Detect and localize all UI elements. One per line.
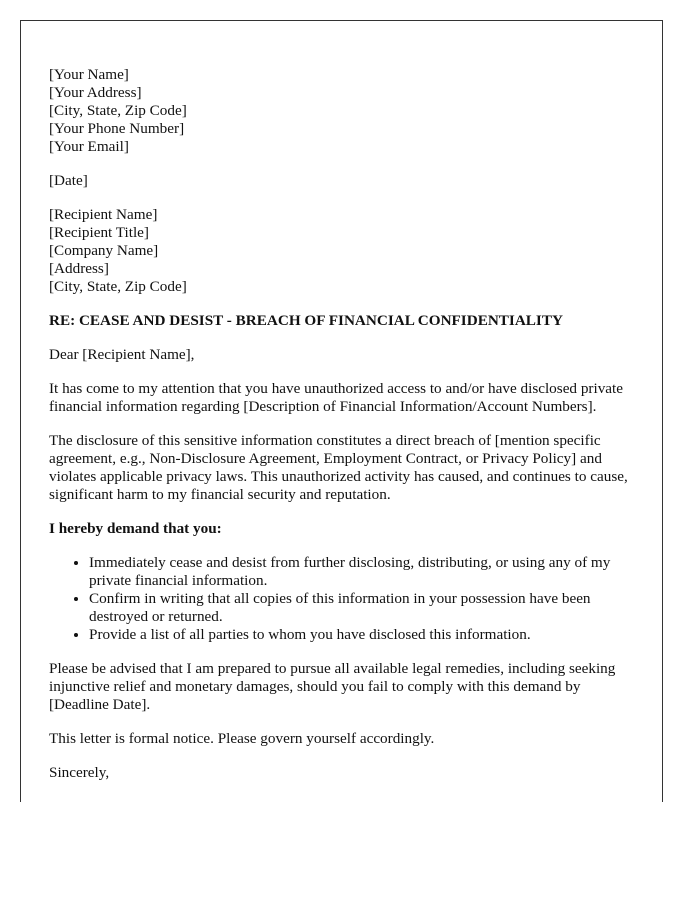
sender-address: [Your Address] [49,84,142,101]
paragraph-2: The disclosure of this sensitive information constitutes a direct breach of [mention specific agreement, e.g., Non-Disclosure Agreement, Employment Contract, or Privacy Policy] and violates applicable privacy laws. This unauthorized activity has caused, and continues to cause, significant harm to my financial security and reputation. [49,432,628,503]
demand-heading: I hereby demand that you: [49,520,222,537]
sender-email: [Your Email] [49,138,129,155]
salutation: Dear [Recipient Name], [49,346,195,363]
recipient-title: [Recipient Title] [49,224,149,241]
recipient-company: [Company Name] [49,242,159,259]
recipient-city: [City, State, Zip Code] [49,278,187,295]
paragraph-1: It has come to my attention that you have unauthorized access to and/or have disclosed private financial information regarding [Description of Financial Information/Account Numbers]. [49,380,623,415]
demand-list [49,554,634,644]
recipient-name: [Recipient Name] [49,206,158,223]
closing-paragraph-1: Please be advised that I am prepared to pursue all available legal remedies, including seeking injunctive relief and monetary damages, should you fail to comply with this demand by [Deadline Date]. [49,660,616,713]
letter-page [20,20,663,802]
sender-city: [City, State, Zip Code] [49,102,187,119]
demand-item: • Provide a list of all parties to whom you have disclosed this information. [89,626,634,644]
letter-date: [Date] [49,172,88,189]
sender-name: [Your Name] [49,66,129,83]
demand-item: • Confirm in writing that all copies of this information in your possession have been destroyed or returned. [89,590,634,626]
signoff: Sincerely, [49,764,110,781]
sender-phone: [Your Phone Number] [49,120,185,137]
closing-paragraph-2: This letter is formal notice. Please govern yourself accordingly. [49,730,435,747]
recipient-address: [Address] [49,260,109,277]
subject-line: RE: CEASE AND DESIST - BREACH OF FINANCIAL CONFIDENTIALITY [49,312,563,329]
demand-item: • Immediately cease and desist from further disclosing, distributing, or using any of my private financial information. [89,554,634,590]
